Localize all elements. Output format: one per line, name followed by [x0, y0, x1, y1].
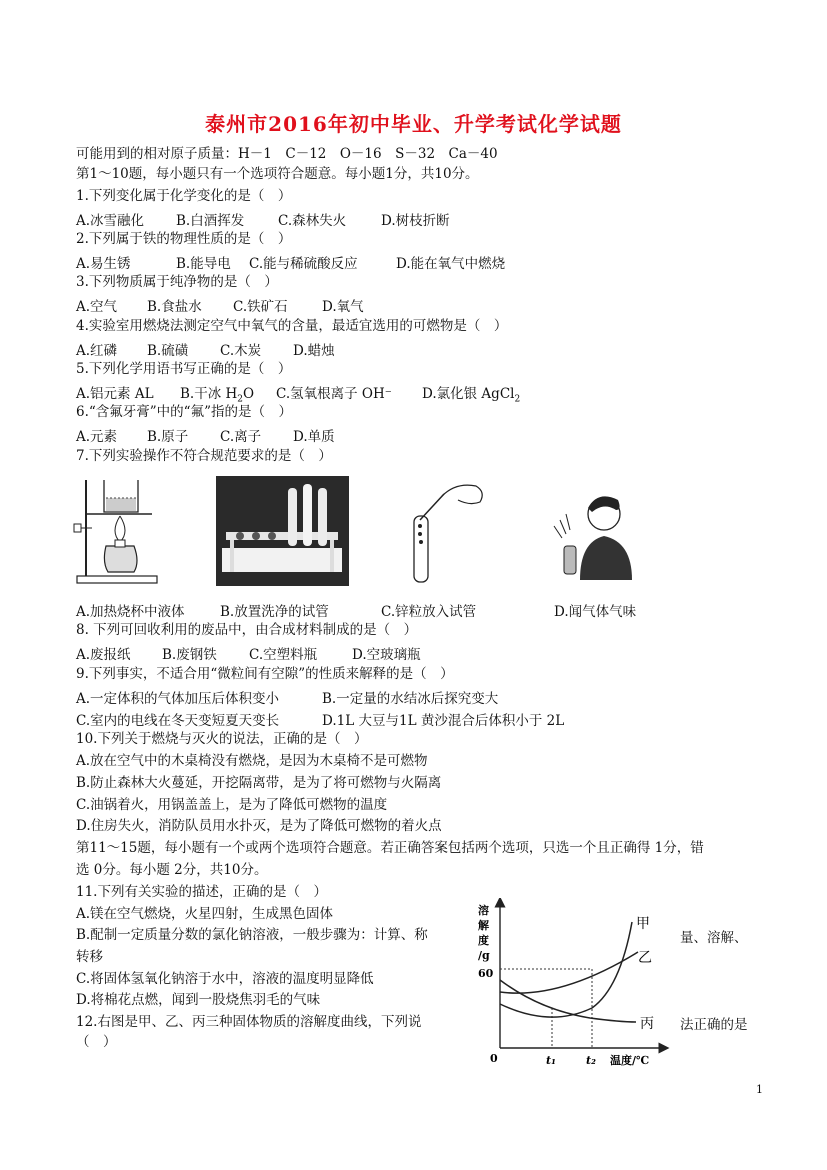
q6-option-a: A.元素: [76, 429, 118, 445]
series-yi-label: 乙: [638, 950, 652, 966]
q4-option-c: C.木炭: [220, 343, 262, 359]
q4-stem: 4.实验室用燃烧法测定空气中氧气的含量，最适宜选用的可燃物是（ ）: [76, 318, 508, 334]
y-axis-label-2: 解: [478, 919, 489, 932]
q2-option-b: B.能导电: [176, 256, 231, 272]
q2-option-c: C.能与稀硫酸反应: [249, 256, 358, 272]
y-axis-label-3: 度: [478, 934, 489, 947]
page-number: 1: [756, 1083, 763, 1096]
q11-stem: 11.下列有关实验的描述，正确的是（ ）: [76, 884, 327, 900]
q6-option-c: C.离子: [220, 429, 262, 445]
q7-stem: 7.下列实验操作不符合规范要求的是（ ）: [76, 448, 332, 464]
y-axis-label-1: 溶: [478, 904, 489, 917]
q9-option-a: A.一定体积的气体加压后体积变小: [76, 691, 280, 707]
q3-stem: 3.下列物质属于纯净物的是（ ）: [76, 274, 278, 290]
x-axis-label: 温度/℃: [610, 1054, 650, 1067]
q2-option-d: D.能在氧气中燃烧: [396, 256, 506, 272]
q3-option-d: D.氧气: [322, 299, 364, 315]
figure-test-tube-rack: [216, 476, 349, 586]
q11-option-b-part1: B.配制一定质量分数的氯化钠溶液，一般步骤为：计算、称: [76, 927, 428, 943]
q6-stem: 6.“含氟牙膏”中的“氟”指的是（ ）: [76, 404, 292, 420]
q7-option-b: B.放置洗净的试管: [220, 604, 329, 620]
q5-option-b: B.干冰 $H_2O$: [180, 386, 255, 405]
q5-option-c: C.氢氧根离子 OH⁻: [276, 386, 392, 402]
q1-option-d: D.树枝折断: [381, 213, 450, 229]
q9-stem: 9.下列事实，不适合用“微粒间有空隙”的性质来解释的是（ ）: [76, 666, 454, 682]
q4-option-b: B.硫磺: [147, 343, 189, 359]
origin-label: 0: [490, 1052, 498, 1065]
section1-instructions: 第1～10题，每小题只有一个选项符合题意。每小题1分，共10分。: [76, 166, 479, 182]
q11-option-c: C.将固体氢氧化钠溶于水中，溶液的温度明显降低: [76, 971, 374, 987]
series-jia-label: 甲: [636, 916, 650, 932]
q8-option-d: D.空玻璃瓶: [352, 647, 421, 663]
q10-option-c: C.油锅着火，用锅盖盖上，是为了降低可燃物的温度: [76, 797, 388, 813]
q12-stem-part3: （ ）: [76, 1034, 117, 1050]
atomic-masses: 可能用到的相对原子质量：H－1 C－12 O－16 S－32 Ca－40: [76, 146, 498, 162]
q12-stem-part1: 12.右图是甲、乙、丙三种固体物质的溶解度曲线，下列说: [76, 1014, 422, 1030]
q4-option-d: D.蜡烛: [293, 343, 335, 359]
q4-option-a: A.红磷: [76, 343, 118, 359]
figure-smelling-gas: [540, 480, 640, 586]
q11-option-d: D.将棉花点燃，闻到一股烧焦羽毛的气味: [76, 992, 321, 1008]
y-axis-label-4: /g: [478, 949, 490, 962]
q10-option-d: D.住房失火，消防队员用水扑灭，是为了降低可燃物的着火点: [76, 818, 442, 834]
x-tick-t1: t₁: [546, 1054, 556, 1067]
x-tick-t2: t₂: [586, 1054, 596, 1067]
q7-option-c: C.锌粒放入试管: [381, 604, 477, 620]
q6-option-d: D.单质: [293, 429, 335, 445]
y-tick-60: 60: [478, 967, 494, 980]
figure-zinc-into-tube: [400, 476, 490, 586]
q3-option-c: C.铁矿石: [233, 299, 288, 315]
q9-option-c: C.室内的电线在冬天变短夏天变长: [76, 713, 280, 729]
q10-stem: 10.下列关于燃烧与灭火的说法，正确的是（ ）: [76, 731, 368, 747]
q11-option-b-part2: 量、溶解、: [680, 930, 748, 946]
section2-instructions-line2: 选 0分。每小题 2分，共10分。: [76, 862, 268, 878]
q2-option-a: A.易生锈: [76, 256, 131, 272]
q3-option-b: B.食盐水: [147, 299, 202, 315]
q10-option-a: A.放在空气中的木桌椅没有燃烧，是因为木桌椅不是可燃物: [76, 753, 428, 769]
q5-option-d: D.氯化银 AgCl$_2$: [422, 386, 521, 405]
q8-option-a: A.废报纸: [76, 647, 131, 663]
page-title: 泰州市2016年初中毕业、升学考试化学试题: [205, 112, 622, 136]
q3-option-a: A.空气: [76, 299, 118, 315]
q12-stem-part2: 法正确的是: [680, 1017, 748, 1033]
q5-option-a: A.铝元素 AL: [76, 386, 154, 402]
q6-option-b: B.原子: [147, 429, 189, 445]
q1-stem: 1.下列变化属于化学变化的是（ ）: [76, 188, 292, 204]
q7-option-d: D.闻气体气味: [554, 604, 637, 620]
q11-option-b-part3: 转移: [76, 949, 103, 965]
q1-option-b: B.白酒挥发: [176, 213, 245, 229]
q5-stem: 5.下列化学用语书写正确的是（ ）: [76, 361, 292, 377]
q8-stem: 8. 下列可回收利用的废品中，由合成材料制成的是（ ）: [76, 622, 418, 638]
q1-option-a: A.冰雪融化: [76, 213, 145, 229]
q11-option-a: A.镁在空气燃烧，火星四射，生成黑色固体: [76, 906, 334, 922]
q10-option-b: B.防止森林大火蔓延，开挖隔离带，是为了将可燃物与火隔离: [76, 775, 442, 791]
q7-option-a: A.加热烧杯中液体: [76, 604, 185, 620]
solubility-chart: [470, 898, 670, 1076]
q9-option-d: D.1L 大豆与1L 黄沙混合后体积小于 2L: [322, 713, 565, 729]
q9-option-b: B.一定量的水结冰后探究变大: [322, 691, 499, 707]
series-bing-label: 丙: [640, 1016, 654, 1032]
q8-option-c: C.空塑料瓶: [249, 647, 318, 663]
q1-option-c: C.森林失火: [278, 213, 347, 229]
series-jia-curve: [500, 922, 632, 1017]
figure-heating-beaker: [72, 472, 164, 586]
section2-instructions-line1: 第11～15题，每小题有一个或两个选项符合题意。若正确答案包括两个选项，只选一个且正确得 1分，错: [76, 840, 704, 856]
q8-option-b: B.废钢铁: [162, 647, 217, 663]
q2-stem: 2.下列属于铁的物理性质的是（ ）: [76, 231, 292, 247]
